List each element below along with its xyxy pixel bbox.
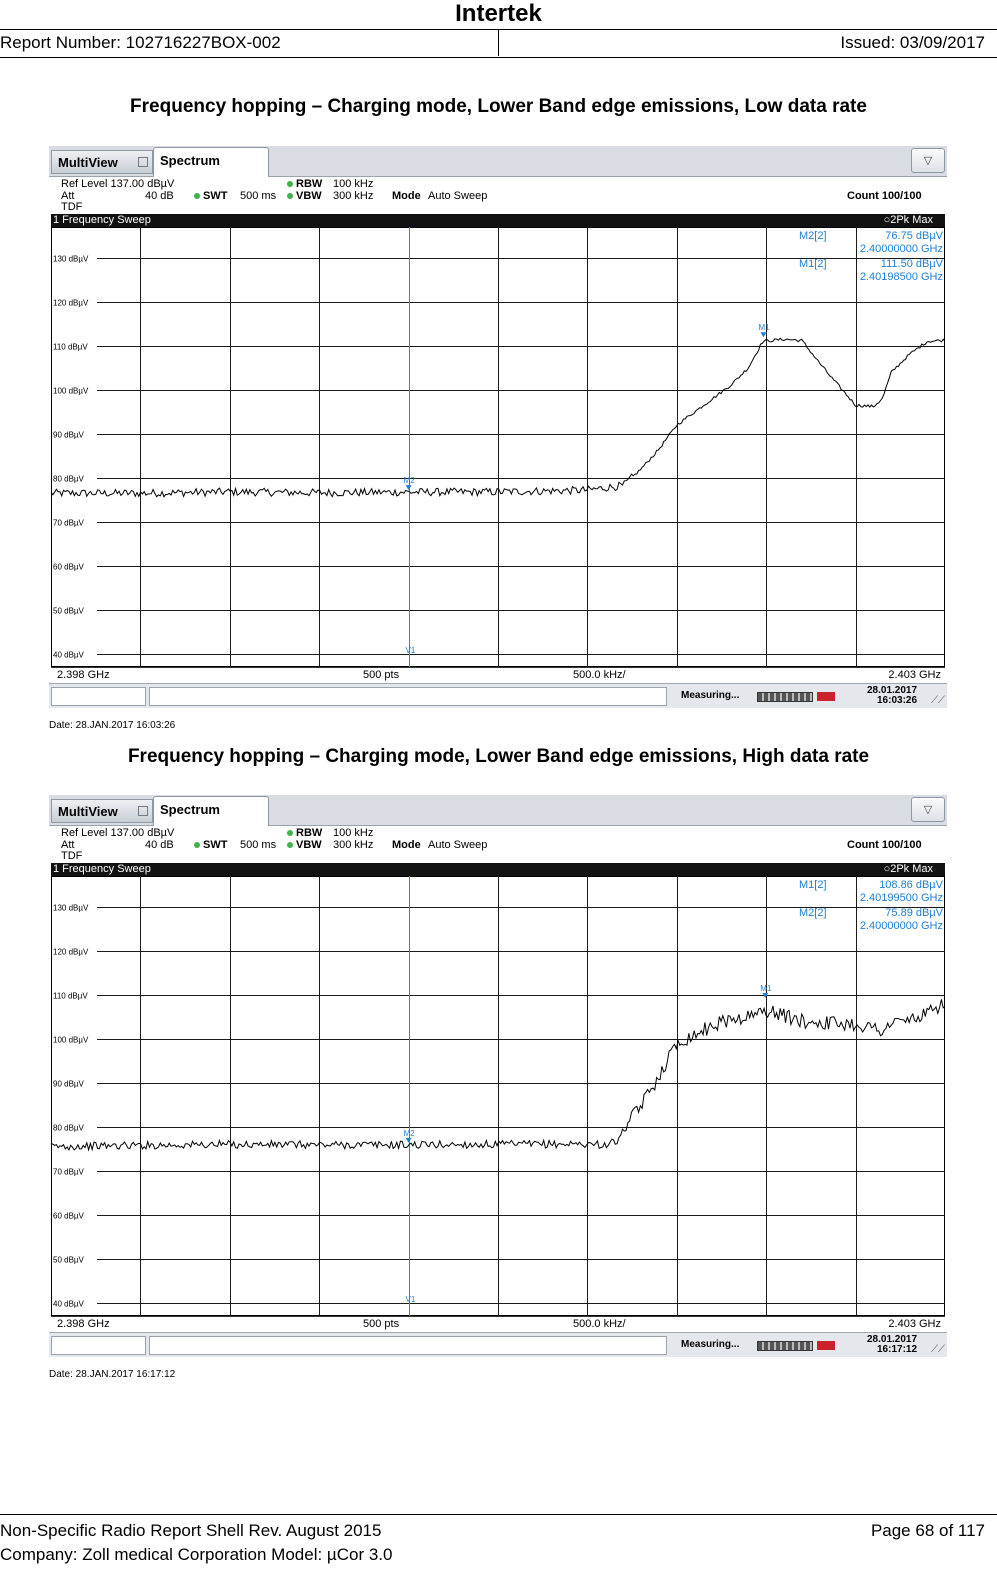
marker-table-level: 108.86 dBµV bbox=[879, 879, 943, 891]
measuring-status: Measuring... bbox=[681, 1339, 740, 1350]
tab-spectrum-label: Spectrum bbox=[160, 802, 220, 817]
y-tick-label: 90 dBµV bbox=[53, 1079, 84, 1089]
marker-table-name: M1[2] bbox=[799, 879, 827, 891]
span-per-division: 500.0 kHz/ bbox=[573, 669, 626, 681]
y-tick-label: 100 dBµV bbox=[53, 386, 89, 396]
ref-level: Ref Level 137.00 dBµV bbox=[61, 827, 175, 839]
y-tick-label: 130 dBµV bbox=[53, 254, 89, 264]
status-bar bbox=[49, 683, 947, 708]
status-dot-icon bbox=[287, 181, 293, 187]
display-line-label: V1 bbox=[405, 1295, 416, 1304]
vbw-value: 300 kHz bbox=[333, 190, 374, 202]
y-tick-label: 90 dBµV bbox=[53, 430, 84, 440]
status-field-1 bbox=[51, 687, 146, 706]
mode-value: Auto Sweep bbox=[428, 839, 488, 851]
marker-table-level: 76.75 dBµV bbox=[885, 230, 943, 242]
status-dot-icon bbox=[194, 842, 200, 848]
progress-bar-icon bbox=[757, 692, 813, 702]
status-dot-icon bbox=[287, 842, 293, 848]
y-tick-label: 50 dBµV bbox=[53, 1255, 84, 1265]
resize-grip-icon: ⟋⟋ bbox=[931, 695, 945, 706]
progress-bar-icon bbox=[757, 1341, 813, 1351]
footer-rule bbox=[0, 1514, 997, 1515]
status-date: 28.01.2017 bbox=[867, 685, 918, 696]
marker-table-frequency: 2.40000000 GHz bbox=[859, 920, 943, 932]
marker-m2 bbox=[406, 485, 412, 490]
tab-multiview[interactable] bbox=[51, 150, 153, 174]
y-tick-label: 40 dBµV bbox=[53, 650, 84, 660]
status-time: 16:17:12 bbox=[877, 1344, 918, 1355]
vbw-text: VBW bbox=[296, 839, 322, 851]
dropdown-button[interactable] bbox=[911, 797, 945, 822]
figure-title-high-rate: Frequency hopping – Charging mode, Lower Band edge emissions, High data rate bbox=[127, 746, 870, 767]
status-field-1 bbox=[51, 1336, 146, 1355]
company-name: Intertek bbox=[455, 0, 542, 27]
tab-bar bbox=[49, 795, 947, 826]
marker-table-name: M2[2] bbox=[799, 907, 827, 919]
footer-shell-rev: Non-Specific Radio Report Shell Rev. August 2015 bbox=[0, 1521, 382, 1540]
y-tick-label: 100 dBµV bbox=[53, 1035, 89, 1045]
marker-table-name: M1[2] bbox=[799, 258, 827, 270]
status-time: 16:03:26 bbox=[877, 695, 918, 706]
y-tick-label: 60 dBµV bbox=[53, 1211, 84, 1221]
window-title: 1 Frequency Sweep bbox=[53, 214, 151, 226]
spectrum-plot bbox=[51, 876, 945, 1316]
sweep-points: 500 pts bbox=[363, 1318, 400, 1330]
y-tick-label: 70 dBµV bbox=[53, 1167, 84, 1177]
status-bar bbox=[49, 1332, 947, 1357]
status-dot-icon bbox=[287, 193, 293, 199]
header-rule-bottom bbox=[0, 57, 997, 58]
y-tick-label: 80 dBµV bbox=[53, 1123, 84, 1133]
ref-level: Ref Level 137.00 dBµV bbox=[61, 178, 175, 190]
marker-m2 bbox=[406, 1138, 412, 1143]
marker-table-frequency: 2.40198500 GHz bbox=[859, 271, 943, 283]
att-value: 40 dB bbox=[145, 190, 174, 202]
start-frequency: 2.398 GHz bbox=[57, 1318, 110, 1330]
spectrum-svg bbox=[51, 876, 945, 1316]
display-line-label: V1 bbox=[405, 646, 416, 655]
swt-label bbox=[194, 839, 227, 851]
marker-table-name: M2[2] bbox=[799, 230, 827, 242]
sweep-count: Count 100/100 bbox=[847, 190, 922, 202]
tdf-label: TDF bbox=[61, 201, 83, 213]
stop-frequency: 2.403 GHz bbox=[888, 1318, 941, 1330]
window-title-bar bbox=[51, 863, 945, 876]
sweep-count: Count 100/100 bbox=[847, 839, 922, 851]
measuring-status: Measuring... bbox=[681, 690, 740, 701]
rbw-value: 100 kHz bbox=[333, 178, 374, 190]
issued-date: Issued: 03/09/2017 bbox=[840, 33, 985, 52]
measurement-settings bbox=[49, 177, 947, 214]
tab-multiview[interactable] bbox=[51, 799, 153, 823]
y-tick-label: 50 dBµV bbox=[53, 606, 84, 616]
chevron-down-icon: ▽ bbox=[923, 804, 933, 816]
status-dot-icon bbox=[194, 193, 200, 199]
tab-spectrum-label: Spectrum bbox=[160, 153, 220, 168]
tab-spectrum[interactable] bbox=[153, 796, 269, 826]
swt-text: SWT bbox=[203, 839, 228, 851]
span-per-division: 500.0 kHz/ bbox=[573, 1318, 626, 1330]
att-label: Att bbox=[61, 190, 75, 202]
rbw-text: RBW bbox=[296, 178, 323, 190]
swt-text: SWT bbox=[203, 190, 228, 202]
tab-spectrum[interactable] bbox=[153, 147, 269, 177]
vbw-label bbox=[287, 839, 322, 851]
tab-bar bbox=[49, 146, 947, 177]
trace-detector: ○2Pk Max bbox=[883, 214, 933, 226]
y-tick-label: 130 dBµV bbox=[53, 903, 89, 913]
capture-date-low-rate: Date: 28.JAN.2017 16:03:26 bbox=[49, 720, 176, 731]
marker-label-m2: M2 bbox=[403, 476, 415, 486]
status-field-2 bbox=[149, 687, 667, 706]
y-tick-label: 120 dBµV bbox=[53, 947, 89, 957]
marker-label-m1: M1 bbox=[760, 983, 772, 993]
swt-value: 500 ms bbox=[240, 839, 277, 851]
rbw-text: RBW bbox=[296, 827, 323, 839]
measurement-settings bbox=[49, 826, 947, 863]
marker-m1 bbox=[761, 332, 767, 337]
vbw-value: 300 kHz bbox=[333, 839, 374, 851]
stop-frequency: 2.403 GHz bbox=[888, 669, 941, 681]
analyzer-screenshot-low-rate bbox=[49, 146, 947, 709]
dropdown-button[interactable] bbox=[911, 148, 945, 173]
spectrum-plot bbox=[51, 227, 945, 667]
capture-date-high-rate: Date: 28.JAN.2017 16:17:12 bbox=[49, 1369, 176, 1380]
marker-table-level: 75.89 dBµV bbox=[885, 907, 943, 919]
rbw-value: 100 kHz bbox=[333, 827, 374, 839]
grid-icon bbox=[138, 806, 148, 816]
swt-label bbox=[194, 190, 227, 202]
lxi-logo-icon bbox=[817, 692, 835, 701]
footer-page-number: Page 68 of 117 bbox=[870, 1521, 985, 1540]
status-date: 28.01.2017 bbox=[867, 1334, 918, 1345]
chevron-down-icon: ▽ bbox=[923, 155, 933, 167]
resize-grip-icon: ⟋⟋ bbox=[931, 1344, 945, 1355]
frequency-axis-bar bbox=[51, 667, 945, 682]
trace-detector: ○2Pk Max bbox=[883, 863, 933, 875]
marker-table-level: 111.50 dBµV bbox=[880, 258, 943, 270]
att-label: Att bbox=[61, 839, 75, 851]
frequency-axis-bar bbox=[51, 1316, 945, 1331]
mode-value: Auto Sweep bbox=[428, 190, 488, 202]
marker-label-m1: M1 bbox=[758, 323, 770, 333]
marker-table-frequency: 2.40199500 GHz bbox=[859, 892, 943, 904]
swt-value: 500 ms bbox=[240, 190, 277, 202]
vbw-text: VBW bbox=[296, 190, 322, 202]
y-tick-label: 60 dBµV bbox=[53, 562, 84, 572]
header-separator bbox=[498, 30, 499, 56]
figure-title-low-rate: Frequency hopping – Charging mode, Lower Band edge emissions, Low data rate bbox=[130, 96, 867, 117]
marker-label-m2: M2 bbox=[403, 1128, 415, 1138]
analyzer-screenshot-high-rate bbox=[49, 795, 947, 1358]
sweep-points: 500 pts bbox=[363, 669, 400, 681]
tab-multiview-label: MultiView bbox=[58, 804, 118, 819]
att-value: 40 dB bbox=[145, 839, 174, 851]
tdf-label: TDF bbox=[61, 850, 83, 862]
y-tick-label: 120 dBµV bbox=[53, 298, 89, 308]
start-frequency: 2.398 GHz bbox=[57, 669, 110, 681]
window-title-bar bbox=[51, 214, 945, 227]
mode-label: Mode bbox=[392, 839, 421, 851]
lxi-logo-icon bbox=[817, 1341, 835, 1350]
vbw-label bbox=[287, 190, 322, 202]
spectrum-svg bbox=[51, 227, 945, 667]
y-tick-label: 110 dBµV bbox=[53, 342, 88, 352]
status-dot-icon bbox=[287, 830, 293, 836]
y-tick-label: 70 dBµV bbox=[53, 518, 84, 528]
grid-icon bbox=[138, 157, 148, 167]
marker-table-frequency: 2.40000000 GHz bbox=[859, 243, 943, 255]
status-field-2 bbox=[149, 1336, 667, 1355]
tab-multiview-label: MultiView bbox=[58, 155, 118, 170]
mode-label: Mode bbox=[392, 190, 421, 202]
footer-company-model: Company: Zoll medical Corporation Model: µCor 3.0 bbox=[0, 1545, 393, 1564]
rbw-label bbox=[287, 827, 322, 839]
report-number: Report Number: 102716227BOX-002 bbox=[0, 33, 281, 52]
y-tick-label: 110 dBµV bbox=[53, 991, 88, 1001]
y-tick-label: 40 dBµV bbox=[53, 1299, 84, 1309]
window-title: 1 Frequency Sweep bbox=[53, 863, 151, 875]
y-tick-label: 80 dBµV bbox=[53, 474, 84, 484]
rbw-label bbox=[287, 178, 322, 190]
